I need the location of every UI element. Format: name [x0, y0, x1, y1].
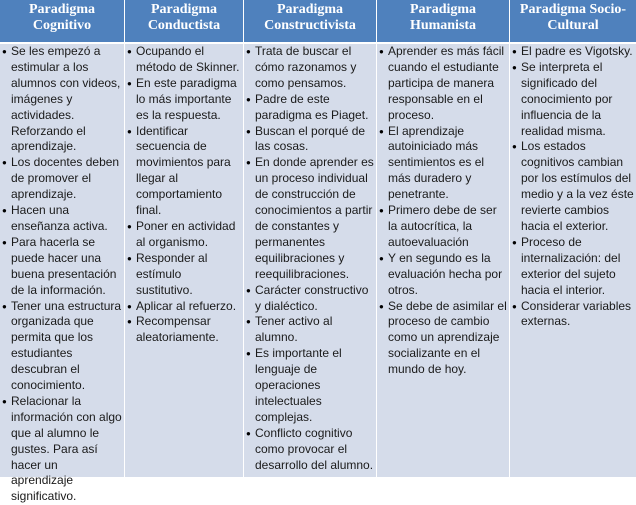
column-divider	[243, 0, 244, 477]
list-item: ● Aplicar al refuerzo.	[127, 299, 241, 315]
list-item: ● El aprendizaje autoiniciado más sentimientos es el más duradero y penetrante.	[379, 124, 507, 204]
list-item: ● Buscan el porqué de las cosas.	[246, 124, 374, 156]
header-line: Paradigma	[409, 2, 477, 17]
column-humanista	[377, 42, 509, 477]
list-item: ● Poner en actividad al organismo.	[127, 219, 241, 251]
list-item: ● Hacen una enseñanza activa.	[2, 203, 122, 235]
list-item: ● Se les empezó a estimular a los alumnos con videos, imágenes y actividades. Reforzando el aprendizaje.	[2, 44, 122, 155]
header-line: Cultural	[547, 18, 599, 33]
header-line: Constructivista	[264, 18, 356, 33]
list-item: ● En este paradigma lo más importante es la respuesta.	[127, 76, 241, 124]
header-line: Paradigma	[28, 2, 96, 17]
header-humanista	[377, 0, 509, 42]
list-item: ● Recompensar aleatoriamente.	[127, 314, 241, 346]
column-divider	[124, 0, 125, 477]
list-item: ● Considerar variables externas.	[512, 299, 634, 331]
list-item: ● Ocupando el método de Skinner.	[127, 44, 241, 76]
list-item: ● Trata de buscar el cómo razonamos y como pensamos.	[246, 44, 374, 92]
list-item: ● Relacionar la información con algo que al alumno le gustes. Para así hacer un aprendizaje significativo.	[2, 394, 122, 505]
header-line: Conductista	[147, 18, 221, 33]
list-item: ● Tener activo al alumno.	[246, 314, 374, 346]
header-line: Humanista	[409, 18, 477, 33]
list-item: ● Identificar secuencia de movimientos para llegar al comportamiento final.	[127, 124, 241, 219]
list-item: ● Es importante el lenguaje de operaciones intelectuales complejas.	[246, 346, 374, 426]
list-item: ● Se debe de asimilar el proceso de cambio como un aprendizaje socializante en el mundo de hoy.	[379, 299, 507, 379]
list-item: ● Y en segundo es la evaluación hecha por otros.	[379, 251, 507, 299]
header-line: Paradigma	[150, 2, 218, 17]
header-socio-cultural	[510, 0, 636, 42]
list-item: ● Aprender es más fácil cuando el estudiante participa de manera responsable en el proceso.	[379, 44, 507, 124]
list-item: ● Para hacerla se puede hacer una buena presentación de la información.	[2, 235, 122, 299]
header-line: Cognitivo	[32, 18, 92, 33]
table-header-row	[0, 0, 636, 42]
header-constructivista	[244, 0, 376, 42]
header-line: Paradigma Socio-	[519, 2, 627, 17]
list-item: ● Tener una estructura organizada que permita que los estudiantes descubran el conocimiento.	[2, 299, 122, 394]
list-item: ● Primero debe de ser la autocrítica, la autoevaluación	[379, 203, 507, 251]
column-socio-cultural	[510, 42, 636, 477]
column-cognitivo	[0, 42, 124, 504]
list-item: ● Padre de este paradigma es Piaget.	[246, 92, 374, 124]
header-cognitivo	[0, 0, 124, 42]
list-item: ● Carácter constructivo y dialéctico.	[246, 283, 374, 315]
column-divider	[509, 0, 510, 477]
header-conductista	[125, 0, 243, 42]
list-item: ● Se interpreta el significado del conocimiento por influencia de la realidad misma.	[512, 60, 634, 140]
list-item: ● Responder al estímulo sustitutivo.	[127, 251, 241, 299]
list-item: ● Conflicto cognitivo como provocar el desarrollo del alumno.	[246, 426, 374, 474]
header-line: Paradigma	[276, 2, 344, 17]
list-item: ● Los docentes deben de promover el aprendizaje.	[2, 155, 122, 203]
list-item: ● El padre es Vigotsky.	[512, 44, 634, 60]
column-conductista	[125, 42, 243, 477]
list-item: ● En donde aprender es un proceso individual de construcción de conocimientos a partir de constantes y permanentes equilibraciones y reequilibraciones.	[246, 155, 374, 282]
column-constructivista	[244, 42, 376, 477]
list-item: ● Proceso de internalización: del exterior del sujeto hacia el interior.	[512, 235, 634, 299]
list-item: ● Los estados cognitivos cambian por los estímulos del medio y a la vez éste revierte cambios hacia el exterior.	[512, 139, 634, 234]
column-divider	[376, 0, 377, 477]
